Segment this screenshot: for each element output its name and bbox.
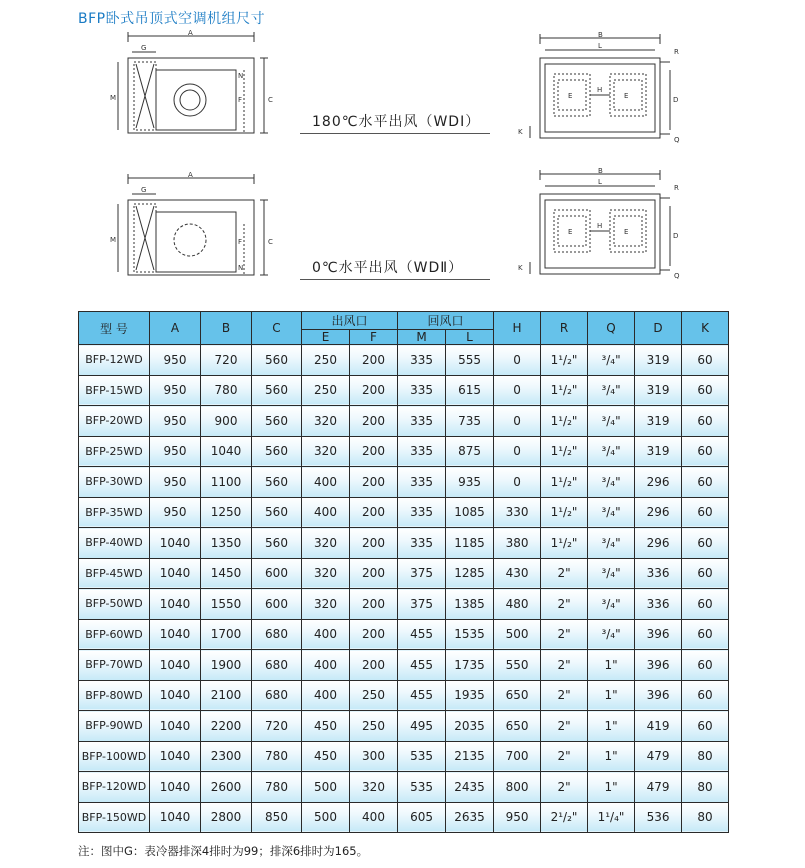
dim-label-a: A [188,30,193,37]
cell-a: 950 [150,375,201,406]
cell-h: 0 [494,436,541,467]
cell-r: 1¹/₂" [541,497,588,528]
cell-f: 200 [350,406,398,437]
table-row [79,650,729,681]
cell-model: BFP-90WD [79,711,150,742]
caption-underline-1 [300,133,490,134]
cell-a: 1040 [150,589,201,620]
cell-f: 200 [350,528,398,559]
cell-r: 2" [541,650,588,681]
cell-model: BFP-60WD [79,619,150,650]
cell-b: 1450 [201,558,252,589]
table-row [79,741,729,772]
cell-l: 1535 [446,619,494,650]
cell-k: 80 [682,741,729,772]
cell-h: 0 [494,406,541,437]
cell-k: 60 [682,436,729,467]
dim-label-g: G [141,44,147,52]
cell-q: ³/₄" [588,345,635,376]
table-row [79,375,729,406]
table-row [79,680,729,711]
cell-m: 335 [398,467,446,498]
dim-label-l-2: L [598,178,602,186]
cell-c: 560 [252,375,302,406]
cell-c: 680 [252,619,302,650]
cell-h: 330 [494,497,541,528]
cell-b: 1700 [201,619,252,650]
cell-d: 419 [635,711,682,742]
dim-label-d: D [673,96,679,104]
cell-m: 455 [398,650,446,681]
dim-label-n-2: N [238,264,244,272]
cell-c: 560 [252,528,302,559]
dim-label-h: H [597,86,603,94]
dim-label-n: N [238,72,244,80]
cell-m: 335 [398,436,446,467]
cell-f: 320 [350,772,398,803]
cell-a: 1040 [150,741,201,772]
cell-d: 396 [635,650,682,681]
dim-label-l: L [598,42,602,50]
front-view-diagram-wd1 [510,30,690,150]
dim-label-r: R [674,48,679,56]
cell-l: 1185 [446,528,494,559]
header-k: K [682,312,729,345]
cell-f: 250 [350,711,398,742]
dim-label-e-3: E [568,228,573,236]
cell-m: 335 [398,528,446,559]
dim-label-f: F [238,96,243,104]
cell-model: BFP-30WD [79,467,150,498]
header-e: E [302,330,350,345]
cell-q: ³/₄" [588,619,635,650]
cell-l: 2435 [446,772,494,803]
cell-f: 200 [350,650,398,681]
cell-e: 500 [302,772,350,803]
cell-a: 1040 [150,528,201,559]
dim-label-k-2: K [518,264,523,272]
dim-label-d-2: D [673,232,679,240]
footnote: 注：图中G：表冷器排深4排时为99；排深6排时为165。 [78,844,369,858]
cell-d: 336 [635,558,682,589]
cell-m: 375 [398,558,446,589]
header-a: A [150,312,201,345]
cell-d: 296 [635,528,682,559]
cell-c: 560 [252,497,302,528]
header-outlet: 出风口 [302,312,398,330]
cell-l: 875 [446,436,494,467]
spec-table [78,311,729,833]
cell-l: 1085 [446,497,494,528]
cell-k: 60 [682,619,729,650]
cell-c: 680 [252,650,302,681]
cell-m: 535 [398,772,446,803]
header-q: Q [588,312,635,345]
header-l: L [446,330,494,345]
side-view-diagram-wd1 [106,30,276,150]
cell-model: BFP-15WD [79,375,150,406]
cell-k: 60 [682,528,729,559]
cell-e: 500 [302,802,350,833]
cell-r: 1¹/₂" [541,345,588,376]
cell-f: 200 [350,467,398,498]
cell-h: 700 [494,741,541,772]
cell-f: 250 [350,680,398,711]
table-row [79,802,729,833]
cell-l: 2635 [446,802,494,833]
dim-label-h-2: H [597,222,603,230]
cell-a: 950 [150,436,201,467]
cell-d: 479 [635,741,682,772]
cell-b: 1350 [201,528,252,559]
dim-label-m: M [110,94,117,102]
spec-table-body [79,345,729,833]
cell-f: 200 [350,619,398,650]
cell-e: 250 [302,375,350,406]
cell-m: 605 [398,802,446,833]
cell-m: 535 [398,741,446,772]
cell-e: 320 [302,528,350,559]
cell-f: 200 [350,375,398,406]
cell-model: BFP-12WD [79,345,150,376]
cell-h: 0 [494,375,541,406]
cell-f: 400 [350,802,398,833]
dim-label-k: K [518,128,523,136]
cell-m: 455 [398,619,446,650]
cell-b: 780 [201,375,252,406]
cell-r: 1¹/₂" [541,375,588,406]
dim-label-q-2: Q [674,272,680,280]
cell-b: 900 [201,406,252,437]
cell-q: 1" [588,711,635,742]
cell-f: 200 [350,497,398,528]
cell-a: 1040 [150,680,201,711]
cell-r: 2" [541,558,588,589]
dim-label-m-2: M [110,236,117,244]
cell-q: 1" [588,741,635,772]
header-model: 型 号 [79,312,150,345]
cell-k: 60 [682,375,729,406]
cell-e: 400 [302,619,350,650]
cell-a: 1040 [150,802,201,833]
header-h: H [494,312,541,345]
caption-underline-2 [300,279,490,280]
cell-a: 1040 [150,619,201,650]
cell-e: 320 [302,558,350,589]
cell-r: 2" [541,741,588,772]
header-c: C [252,312,302,345]
dim-label-c-2: C [268,238,273,246]
cell-a: 1040 [150,650,201,681]
cell-model: BFP-120WD [79,772,150,803]
cell-f: 200 [350,345,398,376]
cell-model: BFP-40WD [79,528,150,559]
front-view-diagram-wd2 [510,166,690,286]
cell-r: 1¹/₂" [541,467,588,498]
cell-l: 1935 [446,680,494,711]
caption-wd2: 0℃水平出风（WDⅡ） [312,260,464,276]
cell-e: 400 [302,467,350,498]
cell-e: 400 [302,497,350,528]
cell-h: 0 [494,345,541,376]
cell-b: 1100 [201,467,252,498]
cell-m: 375 [398,589,446,620]
cell-r: 2" [541,589,588,620]
caption-wd1: 180℃水平出风（WDⅠ） [312,114,481,130]
cell-r: 2" [541,711,588,742]
cell-q: ³/₄" [588,558,635,589]
cell-d: 296 [635,467,682,498]
cell-h: 650 [494,711,541,742]
cell-q: ³/₄" [588,467,635,498]
cell-r: 2¹/₂" [541,802,588,833]
cell-e: 320 [302,436,350,467]
cell-r: 1¹/₂" [541,406,588,437]
cell-model: BFP-80WD [79,680,150,711]
header-inlet: 回风口 [398,312,494,330]
cell-c: 560 [252,345,302,376]
cell-q: 1¹/₄" [588,802,635,833]
cell-r: 2" [541,772,588,803]
table-row [79,467,729,498]
dim-label-a-2: A [188,172,193,179]
cell-k: 60 [682,680,729,711]
cell-h: 0 [494,467,541,498]
cell-e: 250 [302,345,350,376]
cell-m: 455 [398,680,446,711]
cell-c: 780 [252,741,302,772]
dim-label-b: B [598,31,603,39]
cell-h: 950 [494,802,541,833]
table-row [79,436,729,467]
table-row [79,406,729,437]
header-d: D [635,312,682,345]
cell-model: BFP-100WD [79,741,150,772]
cell-l: 2035 [446,711,494,742]
cell-model: BFP-150WD [79,802,150,833]
cell-f: 200 [350,589,398,620]
cell-k: 80 [682,772,729,803]
dim-label-e: E [568,92,573,100]
dim-label-g-2: G [141,186,147,194]
dim-label-b-2: B [598,167,603,175]
table-row [79,711,729,742]
cell-d: 396 [635,619,682,650]
cell-h: 480 [494,589,541,620]
cell-f: 300 [350,741,398,772]
cell-a: 950 [150,467,201,498]
cell-c: 680 [252,680,302,711]
dim-label-e-4: E [624,228,629,236]
cell-c: 600 [252,558,302,589]
cell-model: BFP-25WD [79,436,150,467]
table-row [79,528,729,559]
cell-q: 1" [588,772,635,803]
cell-c: 720 [252,711,302,742]
table-row [79,558,729,589]
cell-b: 1900 [201,650,252,681]
cell-b: 2800 [201,802,252,833]
dim-label-r-2: R [674,184,679,192]
cell-h: 500 [494,619,541,650]
cell-f: 200 [350,436,398,467]
cell-model: BFP-50WD [79,589,150,620]
cell-q: 1" [588,680,635,711]
cell-c: 850 [252,802,302,833]
cell-d: 319 [635,406,682,437]
table-row [79,589,729,620]
cell-e: 400 [302,650,350,681]
header-m: M [398,330,446,345]
cell-a: 950 [150,497,201,528]
cell-q: ³/₄" [588,406,635,437]
cell-d: 396 [635,680,682,711]
cell-k: 60 [682,497,729,528]
cell-d: 296 [635,497,682,528]
cell-h: 650 [494,680,541,711]
cell-d: 336 [635,589,682,620]
cell-a: 1040 [150,772,201,803]
cell-c: 560 [252,406,302,437]
cell-h: 380 [494,528,541,559]
dim-label-q: Q [674,136,680,144]
cell-m: 335 [398,406,446,437]
cell-k: 60 [682,650,729,681]
cell-m: 335 [398,345,446,376]
cell-b: 720 [201,345,252,376]
dim-label-e2: E [624,92,629,100]
header-f: F [350,330,398,345]
cell-l: 555 [446,345,494,376]
table-row [79,345,729,376]
cell-q: ³/₄" [588,589,635,620]
side-view-diagram-wd2 [106,172,276,292]
cell-b: 2300 [201,741,252,772]
cell-k: 60 [682,558,729,589]
cell-l: 735 [446,406,494,437]
cell-b: 2600 [201,772,252,803]
cell-r: 2" [541,619,588,650]
header-b: B [201,312,252,345]
cell-k: 80 [682,802,729,833]
cell-l: 2135 [446,741,494,772]
cell-k: 60 [682,589,729,620]
cell-d: 319 [635,436,682,467]
cell-r: 2" [541,680,588,711]
cell-h: 800 [494,772,541,803]
cell-e: 320 [302,589,350,620]
cell-m: 335 [398,497,446,528]
cell-b: 1040 [201,436,252,467]
cell-l: 1385 [446,589,494,620]
cell-k: 60 [682,467,729,498]
cell-r: 1¹/₂" [541,436,588,467]
cell-b: 2100 [201,680,252,711]
table-row [79,772,729,803]
cell-f: 200 [350,558,398,589]
cell-c: 600 [252,589,302,620]
cell-m: 495 [398,711,446,742]
cell-h: 550 [494,650,541,681]
dim-label-f-2: F [238,238,243,246]
cell-d: 479 [635,772,682,803]
cell-d: 319 [635,345,682,376]
cell-a: 1040 [150,558,201,589]
cell-e: 450 [302,711,350,742]
cell-c: 780 [252,772,302,803]
header-r: R [541,312,588,345]
cell-c: 560 [252,467,302,498]
cell-r: 1¹/₂" [541,528,588,559]
cell-model: BFP-70WD [79,650,150,681]
dim-label-c: C [268,96,273,104]
cell-q: ³/₄" [588,497,635,528]
cell-k: 60 [682,345,729,376]
cell-h: 430 [494,558,541,589]
table-row [79,619,729,650]
cell-b: 1550 [201,589,252,620]
cell-b: 1250 [201,497,252,528]
cell-e: 400 [302,680,350,711]
table-row [79,497,729,528]
cell-d: 536 [635,802,682,833]
cell-q: 1" [588,650,635,681]
cell-l: 615 [446,375,494,406]
cell-a: 1040 [150,711,201,742]
cell-k: 60 [682,406,729,437]
cell-k: 60 [682,711,729,742]
cell-q: ³/₄" [588,528,635,559]
cell-e: 450 [302,741,350,772]
cell-q: ³/₄" [588,436,635,467]
cell-model: BFP-35WD [79,497,150,528]
page-title: BFP卧式吊顶式空调机组尺寸 [78,11,266,27]
cell-b: 2200 [201,711,252,742]
cell-a: 950 [150,345,201,376]
cell-e: 320 [302,406,350,437]
cell-l: 1285 [446,558,494,589]
cell-l: 935 [446,467,494,498]
cell-c: 560 [252,436,302,467]
cell-q: ³/₄" [588,375,635,406]
cell-d: 319 [635,375,682,406]
cell-m: 335 [398,375,446,406]
cell-l: 1735 [446,650,494,681]
cell-a: 950 [150,406,201,437]
cell-model: BFP-45WD [79,558,150,589]
cell-model: BFP-20WD [79,406,150,437]
